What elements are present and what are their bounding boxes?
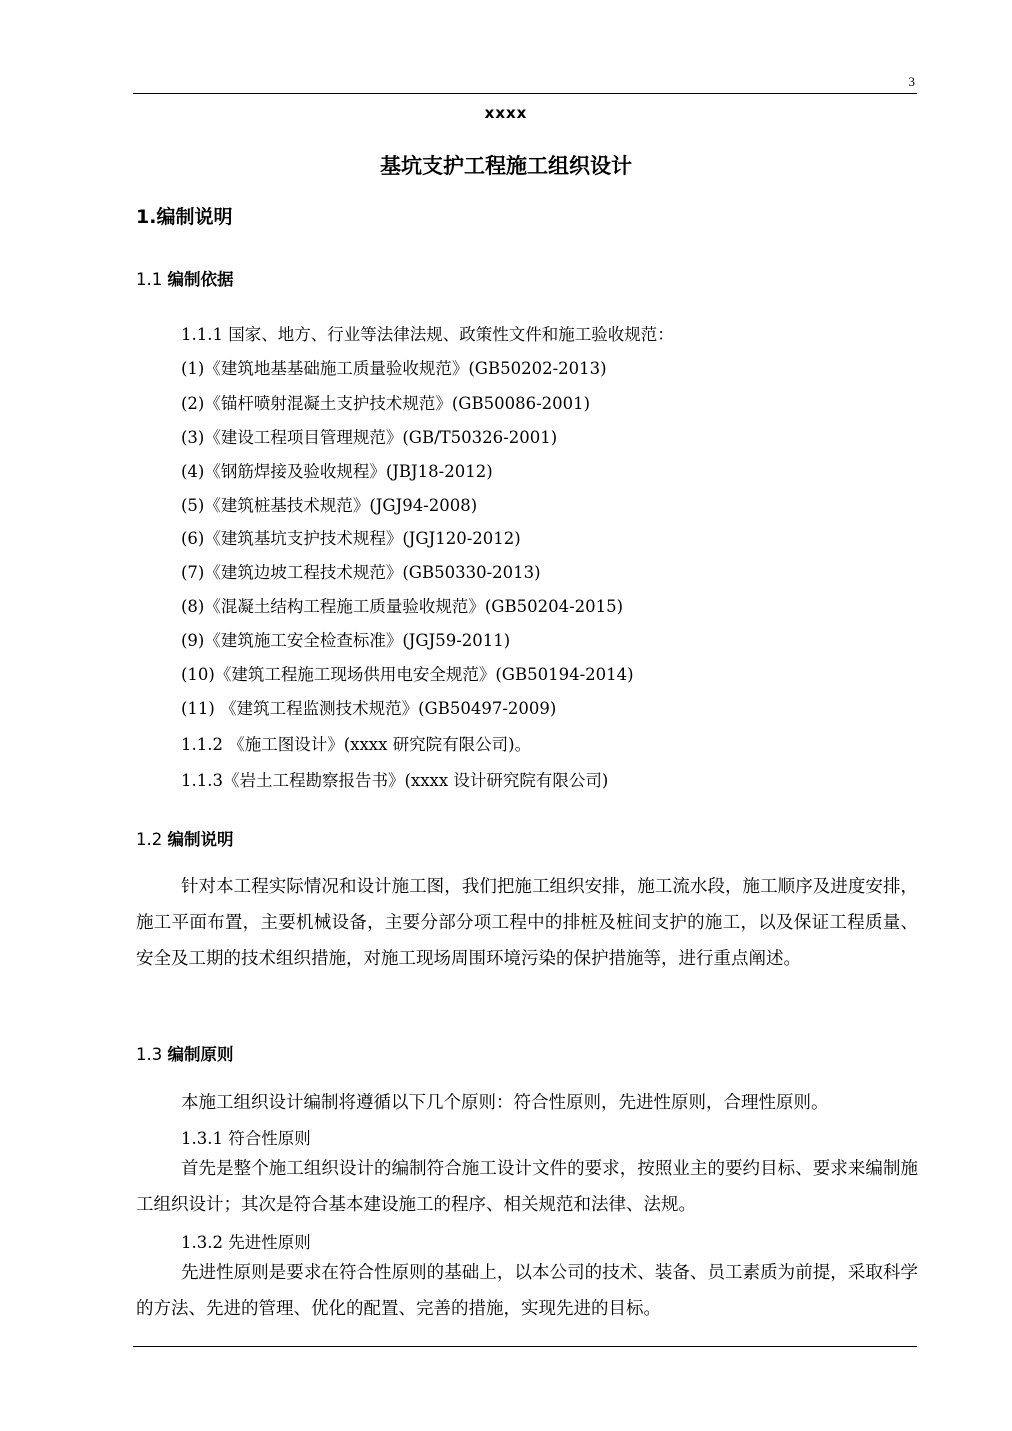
- section-1-3-heading: [136, 1041, 234, 1065]
- footer-rule: [133, 1346, 917, 1347]
- basis-item-11: (11) 《建筑工程监测技术规范》(GB50497-2009): [181, 699, 557, 718]
- basis-item-5: (5)《建筑桩基技术规范》(JGJ94-2008): [181, 496, 478, 515]
- basis-item-8: (8)《混凝土结构工程施工质量验收规范》(GB50204-2015): [181, 597, 624, 616]
- basis-item-9: (9)《建筑施工安全检查标准》(JGJ59-2011): [181, 631, 511, 650]
- section-1-2-title: 编制说明: [167, 830, 234, 849]
- header-rule: [133, 93, 917, 94]
- document-title: 基坑支护工程施工组织设计: [380, 154, 632, 178]
- basis-item-7: (7)《建筑边坡工程技术规范》(GB50330-2013): [181, 563, 541, 582]
- principle-2-title: 1.3.2 先进性原则: [181, 1233, 311, 1252]
- company-name: xxxx: [484, 104, 528, 122]
- basis-item-4: (4)《钢筋焊接及验收规程》(JBJ18-2012): [181, 462, 493, 481]
- basis-item-1-1-2: 1.1.2 《施工图设计》(xxxx 研究院有限公司)。: [181, 735, 532, 754]
- principle-1-text: 首先是整个施工组织设计的编制符合施工设计文件的要求，按照业主的要约目标、要求来编制施工组织设计；其次是符合基本建设施工的程序、相关规范和法律、法规。: [136, 1159, 918, 1215]
- page-number: 3: [908, 74, 915, 89]
- section-1-3-title: 编制原则: [167, 1045, 234, 1064]
- explanation-paragraph: 针对本工程实际情况和设计施工图，我们把施工组织安排，施工流水段，施工顺序及进度安排，施工平面布置，主要机械设备，主要分部分项工程中的排桩及桩间支护的施工，以及保证工程质量、安全及工期的技术组织措施，对施工现场周围环境污染的保护措施等，进行重点阐述。: [136, 877, 918, 969]
- section-1-1-number: 1.1: [136, 270, 163, 289]
- principle-2-text: 先进性原则是要求在符合性原则的基础上，以本公司的技术、装备、员工素质为前提，采取科学的方法、先进的管理、优化的配置、完善的措施，实现先进的目标。: [136, 1263, 918, 1319]
- principles-intro: 本施工组织设计编制将遵循以下几个原则：符合性原则，先进性原则，合理性原则。: [181, 1093, 829, 1113]
- basis-item-1-1-3: 1.1.3《岩土工程勘察报告书》(xxxx 设计研究院有限公司): [181, 771, 609, 790]
- section-1-1-title: 编制依据: [167, 270, 234, 289]
- basis-intro: 1.1.1 国家、地方、行业等法律法规、政策性文件和施工验收规范：: [181, 325, 674, 344]
- basis-item-3: (3)《建设工程项目管理规范》(GB/T50326-2001): [181, 428, 558, 447]
- basis-item-1: (1)《建筑地基基础施工质量验收规范》(GB50202-2013): [181, 359, 607, 378]
- basis-item-10: (10)《建筑工程施工现场供用电安全规范》(GB50194-2014): [181, 665, 634, 684]
- section-1-1-heading: [136, 266, 234, 290]
- section-1-2-heading: [136, 826, 234, 850]
- section-1-heading: 1.编制说明: [136, 206, 233, 228]
- basis-item-2: (2)《锚杆喷射混凝土支护技术规范》(GB50086-2001): [181, 394, 591, 413]
- principle-1-title: 1.3.1 符合性原则: [181, 1129, 311, 1148]
- basis-item-6: (6)《建筑基坑支护技术规程》(JGJ120-2012): [181, 529, 521, 548]
- section-1-2-number: 1.2: [136, 830, 163, 849]
- section-1-3-number: 1.3: [136, 1045, 163, 1064]
